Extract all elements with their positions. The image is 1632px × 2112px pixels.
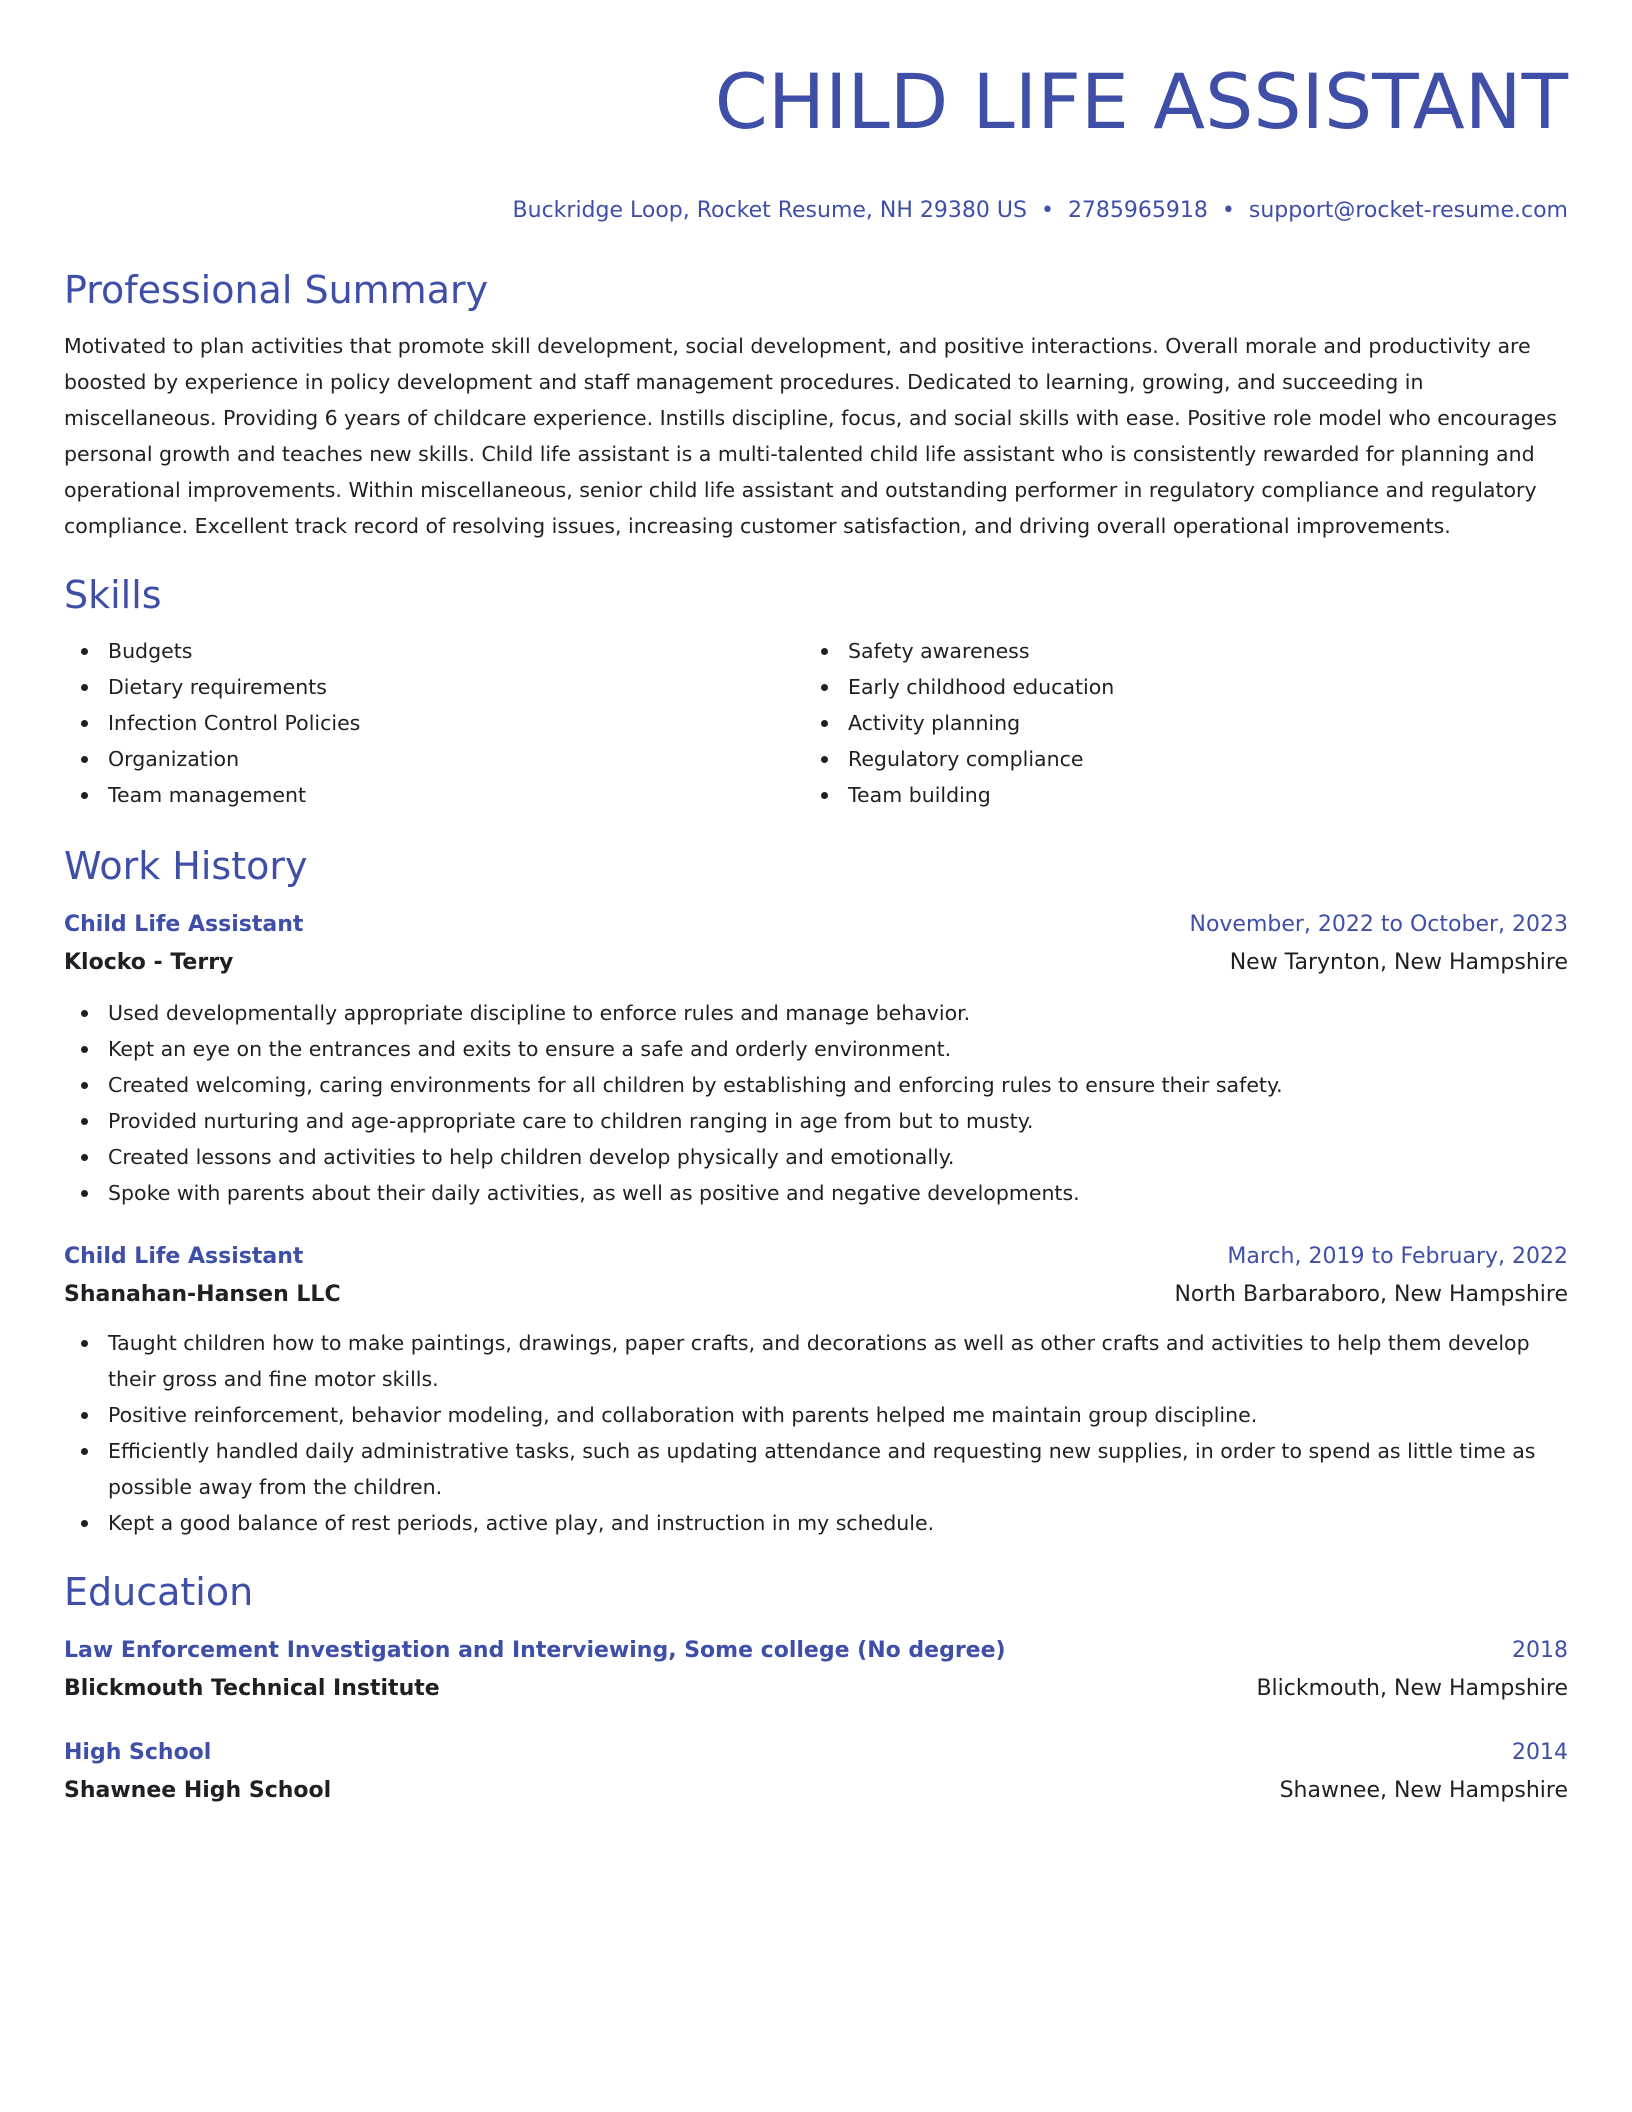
job-bullet: Used developmentally appropriate discipline to enforce rules and manage behavior. <box>64 995 1568 1031</box>
skill-item: Organization <box>64 741 804 777</box>
skill-item: Early childhood education <box>804 669 1544 705</box>
work-entry-header <box>64 907 1568 943</box>
job-bullets <box>64 1325 1568 1541</box>
skill-item: Activity planning <box>804 705 1544 741</box>
skill-item: Regulatory compliance <box>804 741 1544 777</box>
skill-item: Team management <box>64 777 804 813</box>
job-role: Child Life Assistant <box>64 1244 304 1269</box>
contact-line <box>64 196 1568 226</box>
candidate-title: CHILD LIFE ASSISTANT <box>714 57 1568 146</box>
skill-item: Team building <box>804 777 1544 813</box>
job-company: Shanahan-Hansen LLC <box>64 1282 341 1307</box>
job-bullet: Created welcoming, caring environments for all children by establishing and enforcing rules to ensure their safety. <box>64 1067 1568 1103</box>
work-entry-subheader <box>64 1275 1568 1315</box>
job-dates: November, 2022 to October, 2023 <box>1189 912 1568 937</box>
job-company: Klocko - Terry <box>64 950 234 975</box>
education-entry <box>64 1633 1568 1709</box>
job-bullet: Provided nurturing and age-appropriate care to children ranging in age from but to musty. <box>64 1103 1568 1139</box>
work-entry <box>64 1239 1568 1541</box>
school-name: Blickmouth Technical Institute <box>64 1676 440 1701</box>
education-entry-subheader <box>64 1669 1568 1709</box>
degree-title: Law Enforcement Investigation and Interviewing, Some college (No degree) <box>64 1638 1006 1663</box>
job-bullet: Spoke with parents about their daily activities, as well as positive and negative developments. <box>64 1175 1568 1211</box>
education-entry-header <box>64 1735 1568 1771</box>
school-location: Shawnee, New Hampshire <box>1279 1778 1568 1803</box>
work-entry <box>64 907 1568 1211</box>
education-entry-header <box>64 1633 1568 1669</box>
degree-year: 2014 <box>1512 1740 1568 1765</box>
job-bullet: Kept an eye on the entrances and exits to ensure a safe and orderly environment. <box>64 1031 1568 1067</box>
skill-item: Dietary requirements <box>64 669 804 705</box>
job-role: Child Life Assistant <box>64 912 304 937</box>
contact-separator: • <box>1040 198 1054 223</box>
job-location: New Tarynton, New Hampshire <box>1229 950 1568 975</box>
contact-address: Buckridge Loop, Rocket Resume, NH 29380 US <box>512 198 1027 223</box>
job-bullet: Kept a good balance of rest periods, active play, and instruction in my schedule. <box>64 1505 1568 1541</box>
contact-email[interactable]: support@rocket-resume.com <box>1248 198 1568 223</box>
contact-separator: • <box>1221 198 1235 223</box>
job-bullets <box>64 995 1568 1211</box>
skills-grid <box>64 633 1568 813</box>
job-location: North Barbaraboro, New Hampshire <box>1174 1282 1568 1307</box>
school-name: Shawnee High School <box>64 1778 332 1803</box>
education-entry-subheader <box>64 1771 1568 1811</box>
job-bullet: Created lessons and activities to help children develop physically and emotionally. <box>64 1139 1568 1175</box>
skills-column-left <box>64 633 804 813</box>
skill-item: Budgets <box>64 633 804 669</box>
skills-column-right <box>804 633 1544 813</box>
skill-item: Infection Control Policies <box>64 705 804 741</box>
section-title-work-history: Work History <box>64 844 308 888</box>
job-bullet: Efficiently handled daily administrative tasks, such as updating attendance and requesting new supplies, in order to spend as little time as possible away from the children. <box>64 1433 1568 1505</box>
section-title-summary: Professional Summary <box>64 268 489 312</box>
education-entry <box>64 1735 1568 1811</box>
degree-title: High School <box>64 1740 212 1765</box>
job-dates: March, 2019 to February, 2022 <box>1227 1244 1568 1269</box>
work-entry-subheader <box>64 943 1568 983</box>
job-bullet: Positive reinforcement, behavior modeling, and collaboration with parents helped me maintain group discipline. <box>64 1397 1568 1433</box>
school-location: Blickmouth, New Hampshire <box>1256 1676 1568 1701</box>
work-entry-header <box>64 1239 1568 1275</box>
section-title-skills: Skills <box>64 573 162 617</box>
job-bullet: Taught children how to make paintings, drawings, paper crafts, and decorations as well as other crafts and activities to help them develop their gross and fine motor skills. <box>64 1325 1568 1397</box>
section-title-education: Education <box>64 1570 254 1614</box>
skill-item: Safety awareness <box>804 633 1544 669</box>
degree-year: 2018 <box>1512 1638 1568 1663</box>
contact-phone[interactable]: 2785965918 <box>1067 198 1208 223</box>
summary-text: Motivated to plan activities that promote skill development, social development, and positive interactions. Overall morale and productivity are boosted by experience in policy development and staff management procedures. Dedicated to learning, growing, and succeeding in miscellaneous. Providing 6 years of childcare experience. Instills discipline, focus, and social skills with ease. Positive role model who encourages personal growth and teaches new skills. Child life assistant is a multi-talented child life assistant who is consistently rewarded for planning and operational improvements. Within miscellaneous, senior child life assistant and outstanding performer in regulatory compliance and regulatory compliance. Excellent track record of resolving issues, increasing customer satisfaction, and driving overall operational improvements. <box>64 334 1557 538</box>
